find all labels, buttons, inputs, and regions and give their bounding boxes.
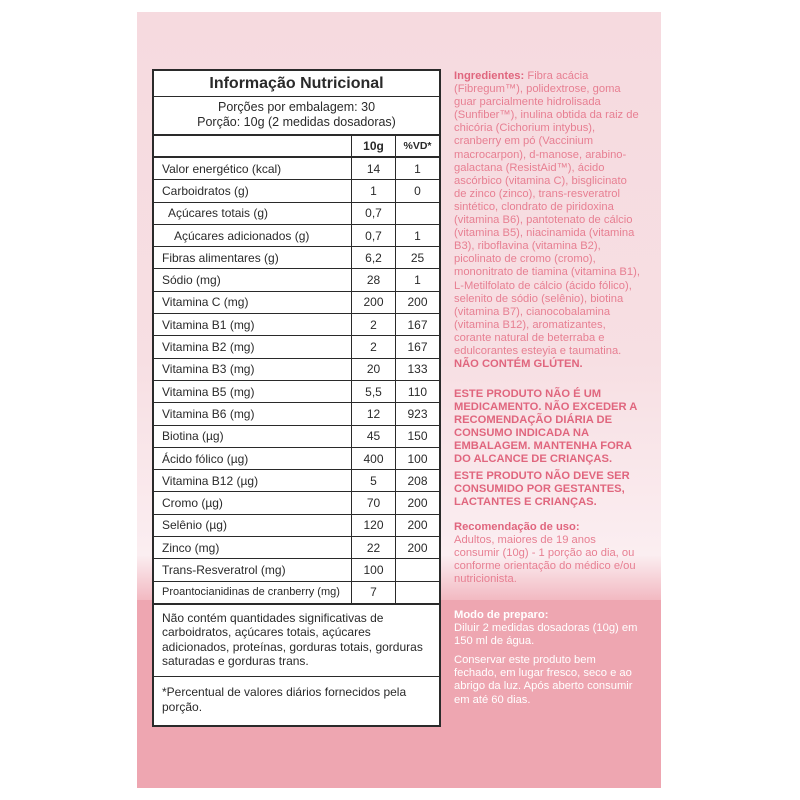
nutrient-dv [396,202,440,224]
serving-info [154,97,439,136]
table-header-row [154,136,439,157]
nutrient-dv: 100 [396,447,440,469]
nutrient-label: Zinco (mg) [154,537,352,559]
table-row [154,514,439,536]
nutrient-label: Vitamina B2 (mg) [154,336,352,358]
nutrient-amount: 12 [352,403,396,425]
nutrient-dv [396,559,440,581]
nutrient-label: Trans-Resveratrol (mg) [154,559,352,581]
nutrient-label: Vitamina B6 (mg) [154,403,352,425]
nutrient-label: Biotina (µg) [154,425,352,447]
recommendation-block [454,521,640,586]
nutrient-dv: 0 [396,180,440,202]
storage-text: Conservar este produto bem fechado, em lugar fresco, seco e ao abrigo da luz. Após aberto consumir em até 60 dias. [454,654,633,706]
nutrient-amount: 400 [352,447,396,469]
ingredients-heading: Ingredientes: [454,70,525,82]
nutrient-amount: 45 [352,425,396,447]
nutrient-label: Açúcares totais (g) [154,202,352,224]
nutrient-amount: 2 [352,314,396,336]
table-row [154,537,439,559]
nutrient-dv: 150 [396,425,440,447]
nutrient-amount: 2 [352,336,396,358]
nutrient-dv: 200 [396,514,440,536]
nutrient-label: Proantocianidinas de cranberry (mg) [154,581,352,603]
nutrient-label: Sódio (mg) [154,269,352,291]
nutrient-amount: 0,7 [352,202,396,224]
nutrient-label: Ácido fólico (µg) [154,447,352,469]
preparation-heading: Modo de preparo: [454,609,549,621]
nutrient-label: Selênio (µg) [154,514,352,536]
warning-medicine: ESTE PRODUTO NÃO É UM MEDICAMENTO. NÃO EXCEDER A RECOMENDAÇÃO DIÁRIA DE CONSUMO INDICADA NA EMBALAGEM. MANTENHA FORA DO ALCANCE DE CRIANÇAS. [454,388,637,466]
nutrient-dv: 1 [396,224,440,246]
nutrient-dv: 200 [396,291,440,313]
servings-per-package: Porções por embalagem: 30 [217,100,376,114]
ingredients-text: Fibra acácia (Fibregum™), polidextrose, goma guar parcialmente hidrolisada (Sunfiber™), inulina obtida da raiz de chicória (Cichorium intybus), cranberry em pó (Vaccinium macrocarpon), d-manose, arabino-galactana (ResistAid™), ácido ascórbico (vitamina C), bisglicinato de zinco (zinco), trans-resveratrol sintético, clondrato de piridoxina (vitamina B6), pantotenato de cálcio (vitamina B5), niacinamida (vitamina B3), riboflavina (vitamina B2), picolinato de cromo (cromo), mononitrato de tiamina (vitamina B1), L-Metilfolato de cálcio (ácido fólico), selenito de sódio (selênio), biotina (vitamina B7), cianocobalamina (vitamina B12), aromatizantes, corante natural de beterraba e edulcorantes esteyia e taumatina. [454,70,640,357]
table-row [154,291,439,313]
nutrient-label: Açúcares adicionados (g) [154,224,352,246]
nutrient-label: Cromo (µg) [154,492,352,514]
nutrient-label: Vitamina B1 (mg) [154,314,352,336]
header-dv: %VD* [396,136,440,157]
nutrient-label: Vitamina B5 (mg) [154,380,352,402]
table-row [154,447,439,469]
nutrient-dv: 200 [396,537,440,559]
header-label [154,136,352,157]
nutrient-amount: 5,5 [352,380,396,402]
table-row [154,358,439,380]
table-row [154,180,439,202]
nutrient-label: Fibras alimentares (g) [154,247,352,269]
nutrient-label: Carboidratos (g) [154,180,352,202]
nutrient-dv: 923 [396,403,440,425]
nutrient-dv: 208 [396,470,440,492]
table-row [154,247,439,269]
table-row [154,403,439,425]
table-row [154,380,439,402]
nutrition-note: Não contém quantidades significativas de carboidratos, açúcares totais, açúcares adicionados, proteínas, gorduras totais, gorduras saturadas e gorduras trans. [154,604,439,676]
table-row [154,470,439,492]
nutrient-amount: 6,2 [352,247,396,269]
nutrition-footnote: *Percentual de valores diários fornecidos pela porção. [154,676,439,725]
nutrient-amount: 22 [352,537,396,559]
nutrient-amount: 28 [352,269,396,291]
nutrient-dv: 167 [396,336,440,358]
nutrient-rows [154,136,439,604]
nutrient-dv: 200 [396,492,440,514]
nutrient-dv: 25 [396,247,440,269]
table-row [154,157,439,180]
nutrient-amount: 20 [352,358,396,380]
nutrient-amount: 100 [352,559,396,581]
table-row [154,202,439,224]
serving-size: Porção: 10g (2 medidas dosadoras) [197,115,396,129]
nutrient-label: Vitamina B12 (µg) [154,470,352,492]
nutrient-amount: 70 [352,492,396,514]
nutrition-title: Informação Nutricional [154,71,439,97]
nutrient-amount: 120 [352,514,396,536]
preparation-text: Diluir 2 medidas dosadoras (10g) em 150 ml de água. [454,622,638,648]
table-row [154,492,439,514]
table-row [154,336,439,358]
nutrient-amount: 200 [352,291,396,313]
recommendation-heading: Recomendação de uso: [454,521,580,533]
preparation-block [454,609,640,713]
warning-pregnant: ESTE PRODUTO NÃO DEVE SER CONSUMIDO POR GESTANTES, LACTANTES E CRIANÇAS. [454,469,630,508]
nutrient-amount: 1 [352,180,396,202]
nutrient-dv: 110 [396,380,440,402]
table-row [154,581,439,603]
nutrient-amount: 14 [352,157,396,180]
nutrient-dv: 167 [396,314,440,336]
nutrient-amount: 0,7 [352,224,396,246]
nutrient-amount: 5 [352,470,396,492]
nutrient-label: Valor energético (kcal) [154,157,352,180]
header-amount: 10g [352,136,396,157]
nutrient-dv: 133 [396,358,440,380]
nutrient-dv: 1 [396,157,440,180]
nutrition-facts-table [152,69,441,727]
ingredients-block [454,70,640,371]
warnings-block [454,388,640,512]
table-row [154,559,439,581]
table-row [154,269,439,291]
table-row [154,425,439,447]
recommendation-text: Adultos, maiores de 19 anos consumir (10g) - 1 porção ao dia, ou conforme orientação do médico e/ou nutricionista. [454,534,636,586]
nutrient-dv [396,581,440,603]
nutrient-amount: 7 [352,581,396,603]
nutrient-label: Vitamina C (mg) [154,291,352,313]
gluten-statement: NÃO CONTÉM GLÚTEN. [454,358,583,371]
table-row [154,224,439,246]
nutrient-dv: 1 [396,269,440,291]
nutrient-label: Vitamina B3 (mg) [154,358,352,380]
table-row [154,314,439,336]
